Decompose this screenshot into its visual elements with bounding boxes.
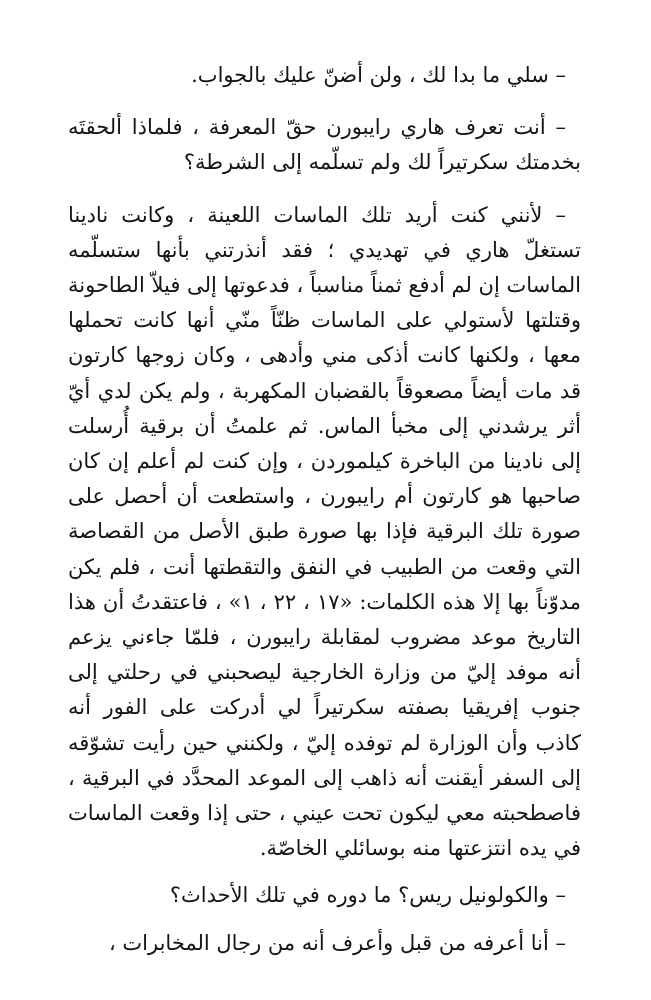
dialogue-paragraph: – سلي ما بدا لك ، ولن أضنّ عليك بالجواب. xyxy=(191,63,566,87)
book-page xyxy=(68,58,581,978)
dialogue-paragraph: – لأنني كنت أريد تلك الماسات اللعينة ، وكانت نادينا تستغلّ هاري في تهديدي ؛ فقد أنذرتني بأنها ستسلّمه الماسات إن لم أدفع ثمناً مناسباً ، فدعوتها إلى فيلاّ الطاحونة وقتلتها لأستولي على الماسات ظنّاً منّي أنها كانت تحملها معها ، ولكنها كانت أذكى مني وأدهى ، وكان زوجها كارتون قد مات أيضاً مصعوقاً بالقضبان المكهربة ، ولم يكن لدي أيّ أثر يرشدني إلى مخبأ الماس. ثم علمتُ أن برقية أُرسلت إلى نادينا من الباخرة كيلموردن ، وإن كنت لم أعلم إن كان صاحبها هو كارتون أم رايبورن ، واستطعت أن أحصل على صورة تلك البرقية فإذا بها صورة طبق الأصل من القصاصة التي وقعت من الطبيب في النفق والتقطتها أنت ، فلم يكن مدوّناً بها إلا هذه الكلمات: «١٧ ، ٢٢ ، ١» ، فاعتقدتُ أن هذا التاريخ موعد مضروب لمقابلة رايبورن ، فلمّا جاءني يزعم أنه موفد إليّ من وزارة الخارجية ليصحبني في رحلتي إلى جنوب إفريقيا بصفته سكرتيراً لي أدركت على الفور أنه كاذب وأن الوزارة لم توفده إليّ ، ولكنني حين رأيت تشوّقه إلى السفر أيقنت أنه ذاهب إلى الموعد المحدَّد في البرقية ، فاصطحبته معي ليكون تحت عيني ، حتى إذا وقعت الماسات في يده انتزعتها منه بوسائلي الخاصّة. xyxy=(68,202,581,861)
dialogue-paragraph: – والكولونيل ريس؟ ما دوره في تلك الأحداث؟ xyxy=(169,883,566,908)
dialogue-paragraph: – أنا أعرفه من قبل وأعرف أنه من رجال المخابرات ، xyxy=(108,930,566,955)
dialogue-paragraph: – أنت تعرف هاري رايبورن حقّ المعرفة ، فلماذا ألحقتَه بخدمتك سكرتيراً لك ولم تسلّمه إلى الشرطة؟ xyxy=(68,115,581,175)
